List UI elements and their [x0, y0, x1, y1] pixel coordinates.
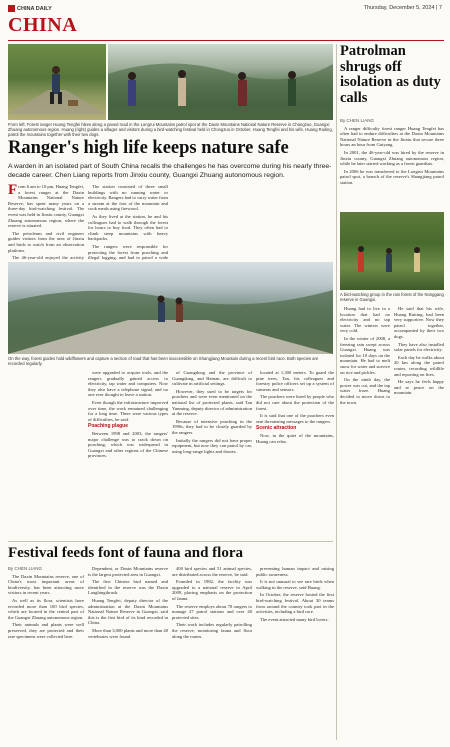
column-divider — [336, 44, 337, 740]
story-divider — [8, 541, 333, 542]
festival-column-2: Dependent, or Daxin Mountains reserve is the largest protected area in Guangxi. The first Chinese bird named and identified in the reserve was the Daxin Laughingthrush. Huang Tengfei, deputy director of the administration at the Daxin Mountains National Nature Reserve in Guangxi, said this is the first bird of its kind recorded in China. More than 3,000 plants and more than 40 vertebrates were found. — [88, 566, 168, 639]
festival-column-3: 400 bird species and 51 animal species, are distributed across the reserve, he said. Founded in 1982, the facility was upgraded to a national reserve in April 2009, placing emphasis on the protection of fauna. The reserve employs about 70 rangers to manage 27 patrol stations and over 40 protected sites. Their work includes regularly patrolling the reserve, monitoring fauna and flora along the routes. — [172, 566, 252, 639]
section-rule — [8, 40, 444, 41]
photo-birdwatchers — [108, 44, 333, 120]
photo-ranger-road — [8, 44, 106, 120]
festival-headline: Festival feeds font of fauna and flora — [8, 545, 243, 561]
photo-caption-top: From left: Forest ranger Huang Tengfei hikes along a paved road in the Longrui Mountains patrol spot at the Daxin Mountains National Nature Reserve in Chongzuo, Guangxi Zhuang autonomous region. Huang (right) guides a villager and visitors during a bird-watching festival held in Chongzuo in October. Huang Tengfei and his wife, Huang Ruiting, patrol the mountains together with their two dogs. — [8, 122, 333, 137]
subhead-scenic-attraction: Scenic attraction — [256, 425, 297, 432]
issue-date: Thursday, December 5, 2024 | 7 — [363, 5, 442, 11]
top-bar: CHINA DAILY Thursday, December 5, 2024 | 7 — [8, 4, 442, 14]
main-column-3: were upgraded to acquire tools, and the rangers gradually gained access to electricity, tap water and computers. Now they also have a telephone signal, and no one ever thought to leave a station. Even though the infrastructure improved over time, the work remained challenging for a long time. There were various types of difficulties, he said. Poaching plague Between 1998 and 2003, the rangers' major challenge was to crack down on poaching, which was widespread in Guangxi and other regions of the Chinese provinces. — [88, 370, 168, 459]
main-column-5: located at 1,300 meters. To guard the pine trees, Tan, his colleagues and forestry police officers set up a system of cameras and sensors. The poachers were hired by people who did not care about the protection of the forest. It is said that one of the poachers even sent threatening messages to the rangers. Scenic attraction Now, in the quiet of the mountains, Huang can relax. — [256, 370, 334, 444]
main-column-2: The station consisted of three small buildings with no running water or electricity. Rangers had to carry water from a stream at the foot of the mountain and cook meals using firewood. As they lived at the station, he and his colleagues had to walk through the forest for hours to buy food. They often had to climb steep mountains with heavy backpacks. The rangers were responsible for protecting the forest from poaching and illegal logging, and had to patrol a wide — [88, 184, 168, 261]
festival-column-4: preventing human impact and raising public awareness. It is not unusual to see rare birds when walking in the reserve, said Huang. In October, the reserve hosted the first bird-watching festival. About 30 teams from around the country took part in the activities, including a bird race. The event attracted many bird lovers. — [256, 566, 334, 622]
main-column-4: of Guangdong and the province of Guangdong, and Hainan, are difficult to cultivate in artificial settings. However, they used to be targets for poachers and were even mentioned on the national list of protected plants, said Tan Yunming, deputy director of administration at the reserve. Because of intensive poaching in the 1990s, they had to be closely guarded by the rangers. Initially the rangers did not have proper equipment, but now they can patrol by car, using long-range lights and drones. — [172, 370, 252, 454]
side-headline: Patrolman shrugs off isolation as duty calls — [340, 43, 441, 106]
festival-byline: By CHEN LIANG — [8, 566, 43, 571]
photo-caption-middle: On the way, forest guides hold wildflowers and capture a section of road that has been inaccessible on Shangjiang Mountain during a recent bird race. Both species are recorded regularly. — [8, 356, 319, 366]
festival-column-1: By CHEN LIANG The Daxin Mountains reserve, one of China's most important areas of biodiversity, has been attracting more visitors in recent years. As well as its flora, scientists have recorded more than 100 bird species, which are located in the central part of the Guangxi Zhuang autonomous region. Their animals and plants were well preserved, they are protected and their rare specimens were collected here. — [8, 566, 84, 639]
side-byline: By CHEN LIANG — [340, 118, 375, 123]
photo-caption-side: A bird-watching group in the rain forest of the Nonggang reserve in Guangxi. — [340, 292, 444, 302]
photo-forest-group — [340, 212, 444, 290]
side-column-left: Huang had to live in a location that had no electricity and no tap water. The winters were very cold. In the winter of 2008, a freezing rain swept across Guangxi. Huang was isolated for 10 days on the mountain. He had to melt snow for water and survive on rice and pickles. On the ninth day, the power was cut, and the tap water froze. Huang decided to move down to the town. — [340, 306, 391, 405]
main-column-1: From 6 am to 10 pm, Huang Tengfei, a forest ranger at the Daxin Mountains National Nature Reserve, has spent many years on a three-day bird-watching festival. The event was held in Jinxiu county, Guangxi Zhuang autonomous region, where the reserve is situated. The petroleum and civil engineer guides visitors from the area of Jinxiu and birds to watch from an observation platform. The 46-year-old enjoyed the activity — [8, 184, 84, 346]
section-title: CHINA — [8, 14, 78, 36]
main-headline: Ranger's high life keeps nature safe — [8, 138, 289, 158]
subhead-poaching-plague: Poaching plague — [88, 423, 129, 430]
side-column-right: He said that his wife, Huang Ruiting, had been very supportive. Now they patrol together, accompanied by their two dogs. They have also installed solar panels for electricity. Each day he walks about 20 km along the patrol routes, recording wildlife and reporting on fires. He says he feels happy and at peace on the mountain. — [394, 306, 444, 396]
drop-cap: F — [8, 182, 18, 198]
china-daily-logo-icon — [8, 5, 15, 12]
main-deck: A warden in an isolated part of South China recalls the challenges he has overcome during his nearly three-decade career. Chen Liang reports from Jinxiu county, Guangxi Zhuang autonomous region. — [8, 163, 332, 179]
side-column-top: By CHEN LIANG A ranger difficulty forest ranger Huang Tengfei has often had to endure difficulties at the Daxin Mountains National Nature Reserve in the Jinxiu that secure three hours an hour from Guiyang. In 2001, the 46-year-old was hired by the reserve in Jinxiu county, Guangxi Zhuang autonomous region, while he later started working as a forest guardian. In 2006 he was transferred to the Longrui Mountains patrol spot, a branch of the reserve's Shangjiang patrol station. — [340, 118, 444, 185]
photo-mountain-road — [8, 262, 333, 354]
